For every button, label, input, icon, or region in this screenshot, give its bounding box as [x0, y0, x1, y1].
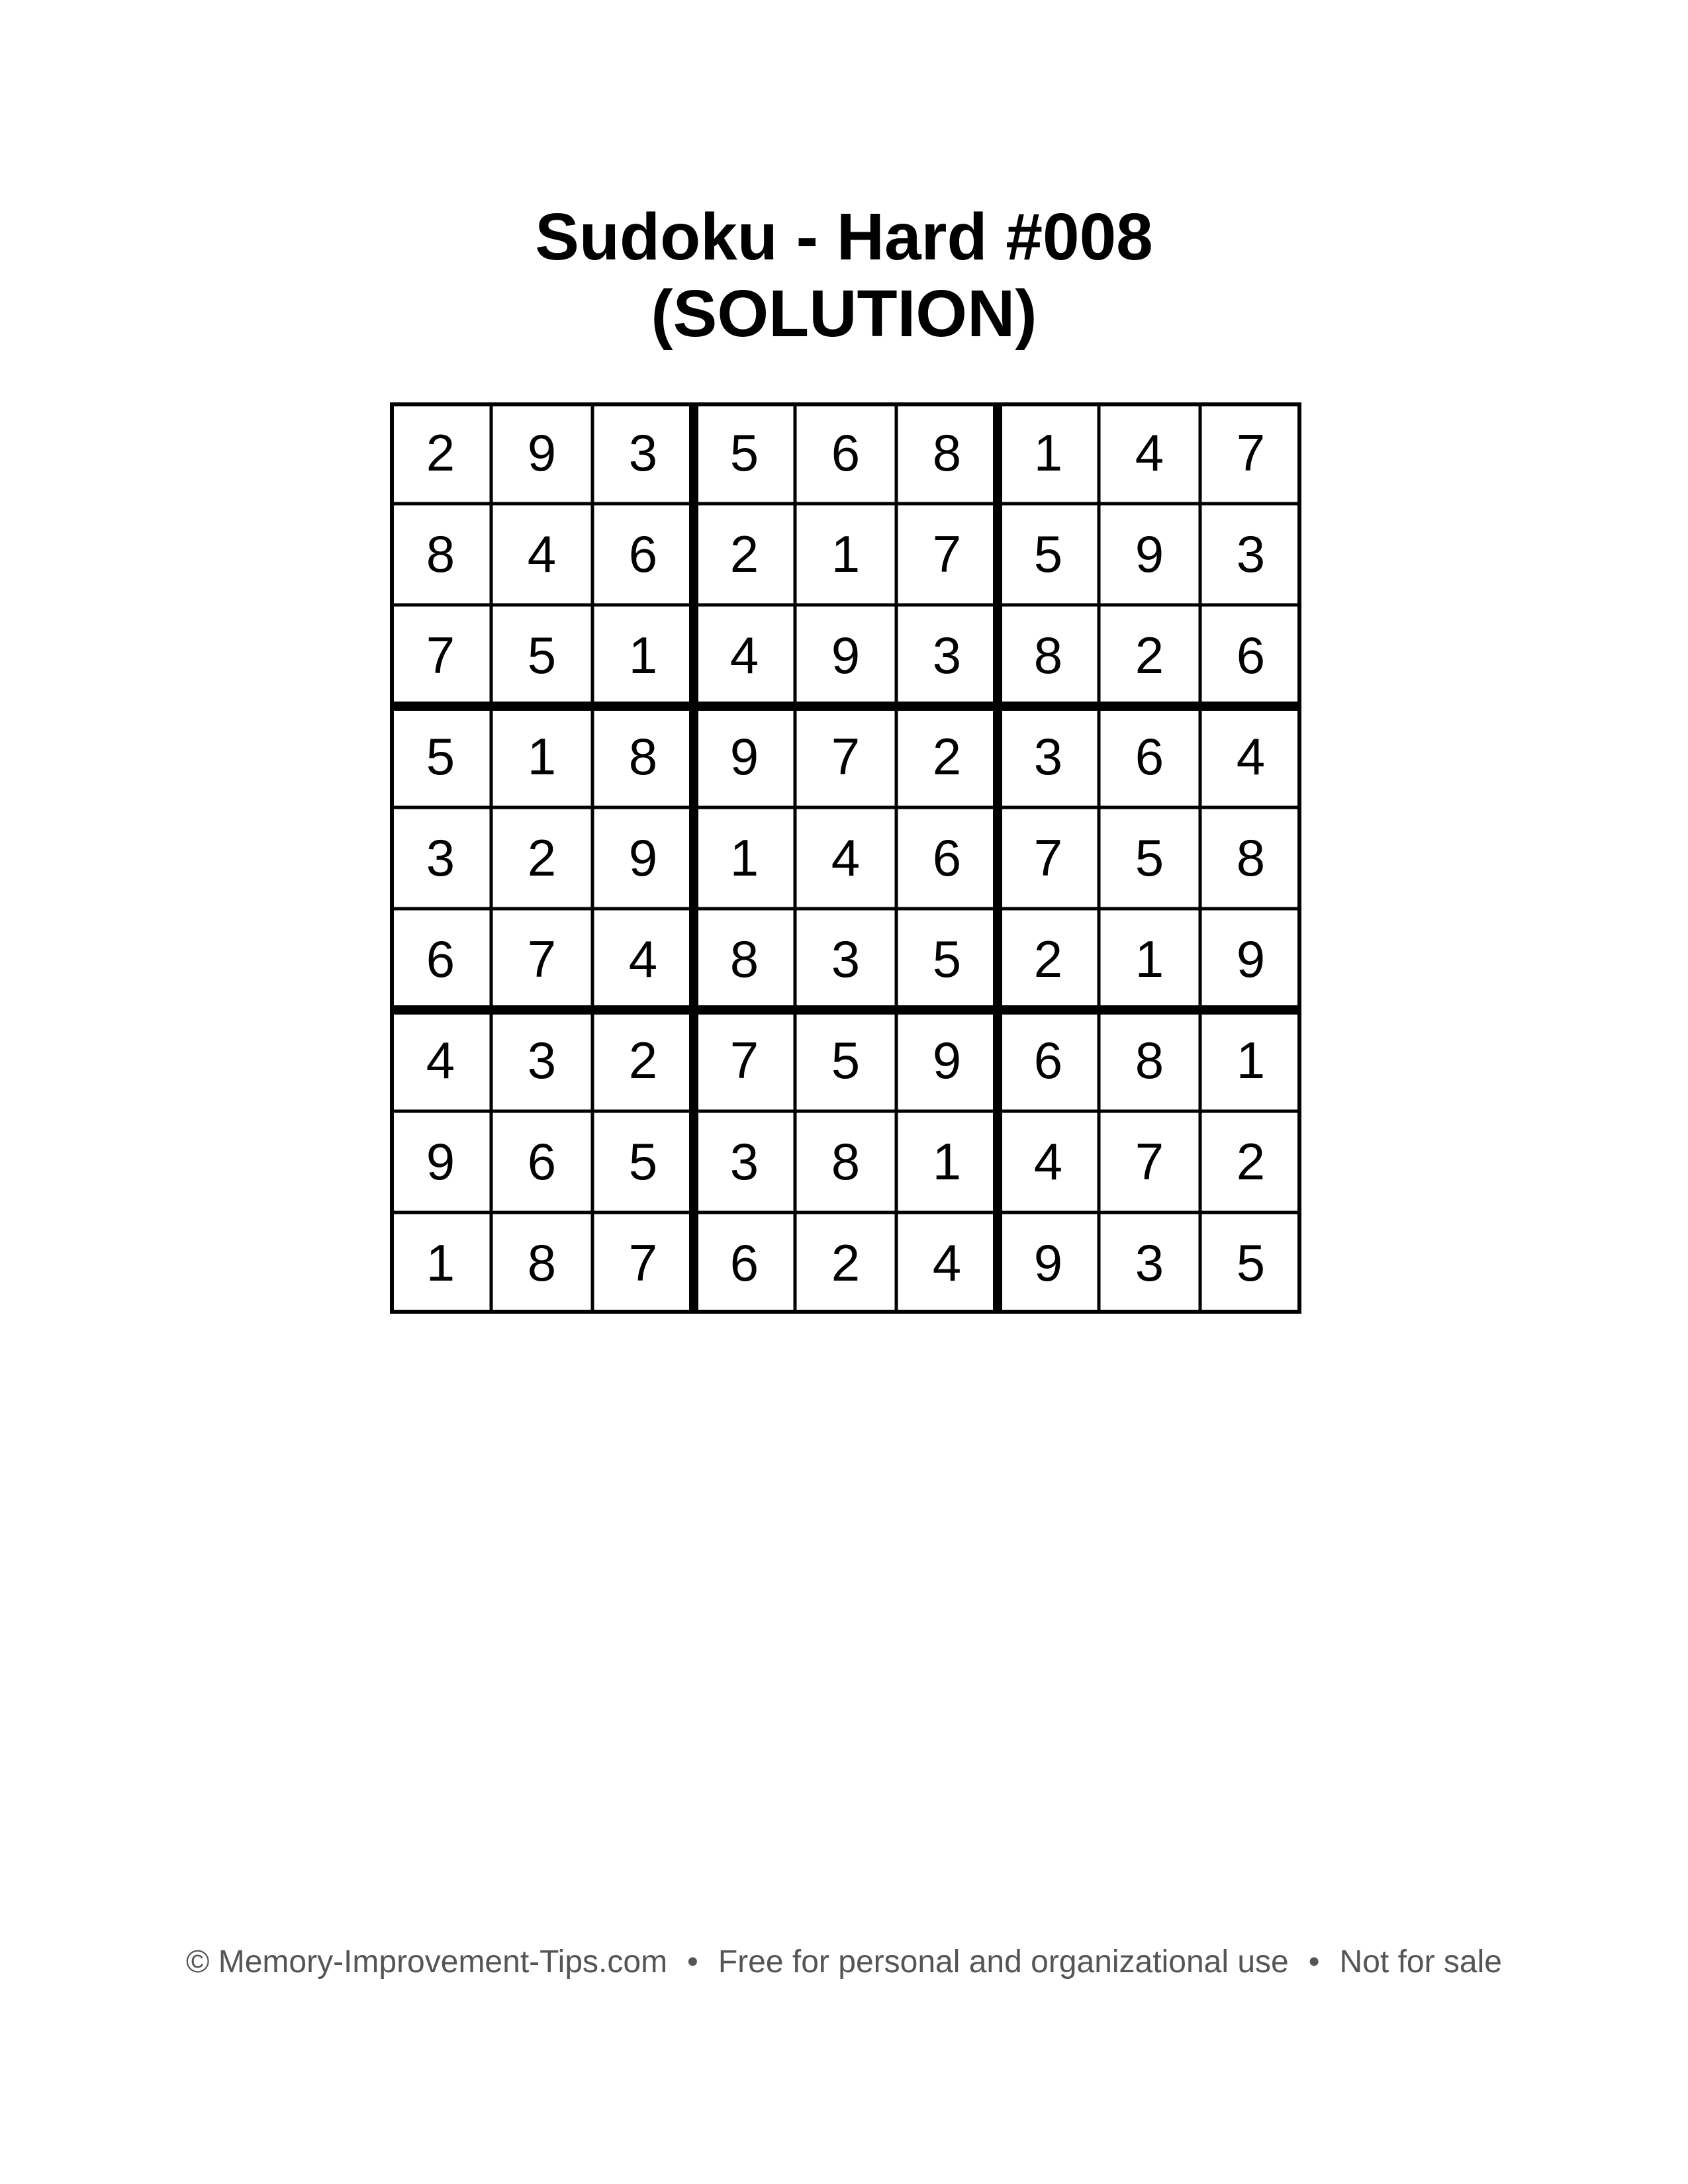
sudoku-cell-r1-c2: 9 [527, 424, 557, 482]
sudoku-cell-r9-c5: 2 [831, 1234, 861, 1292]
sudoku-cell-r1-c7: 1 [1033, 424, 1063, 482]
sudoku-cell-r6-c3: 4 [628, 930, 658, 988]
sudoku-cell-r1-c5: 6 [831, 424, 861, 482]
sudoku-cell-r6-c6: 5 [932, 930, 962, 988]
sudoku-cell-r5-c5: 4 [831, 829, 861, 887]
sudoku-cell-r3-c6: 3 [932, 626, 962, 684]
sudoku-cell-r3-c1: 7 [426, 626, 455, 684]
sudoku-cell-r9-c3: 7 [628, 1234, 658, 1292]
sudoku-cell-r5-c6: 6 [932, 829, 962, 887]
sudoku-cell-r5-c2: 2 [527, 829, 557, 887]
sudoku-cell-r9-c2: 8 [527, 1234, 557, 1292]
footer-copyright: © Memory-Improvement-Tips.com [186, 1944, 668, 1979]
sudoku-cell-r5-c7: 7 [1033, 829, 1063, 887]
sudoku-cell-r3-c9: 6 [1236, 626, 1266, 684]
sudoku-cell-r8-c4: 3 [729, 1132, 759, 1191]
sudoku-cell-r4-c9: 4 [1236, 727, 1266, 786]
sudoku-cell-r3-c8: 2 [1135, 626, 1164, 684]
sudoku-cell-r8-c6: 1 [932, 1132, 962, 1191]
sudoku-cell-r4-c3: 8 [628, 727, 658, 786]
sudoku-cell-r4-c2: 1 [527, 727, 557, 786]
sudoku-cell-r5-c3: 9 [628, 829, 658, 887]
sudoku-cell-r2-c1: 8 [426, 525, 455, 583]
sudoku-cell-r8-c3: 5 [628, 1132, 658, 1191]
sudoku-cell-r9-c8: 3 [1135, 1234, 1164, 1292]
sudoku-cell-r7-c9: 1 [1236, 1031, 1266, 1089]
sudoku-cell-r7-c6: 9 [932, 1031, 962, 1089]
sudoku-cell-r5-c1: 3 [426, 829, 455, 887]
sudoku-cell-r9-c6: 4 [932, 1234, 962, 1292]
sudoku-cell-r1-c8: 4 [1135, 424, 1164, 482]
sudoku-cell-r4-c4: 9 [729, 727, 759, 786]
sudoku-cell-r6-c4: 8 [729, 930, 759, 988]
sudoku-cell-r2-c6: 7 [932, 525, 962, 583]
puzzle-title [0, 199, 1688, 352]
sudoku-cell-r4-c7: 3 [1033, 727, 1063, 786]
sudoku-cell-r3-c7: 8 [1033, 626, 1063, 684]
sudoku-cell-r7-c1: 4 [426, 1031, 455, 1089]
sudoku-cell-r9-c9: 5 [1236, 1234, 1266, 1292]
title-line-2: (SOLUTION) [651, 277, 1037, 351]
sudoku-cell-r9-c7: 9 [1033, 1234, 1063, 1292]
sudoku-cell-r4-c8: 6 [1135, 727, 1164, 786]
sudoku-cell-r4-c1: 5 [426, 727, 455, 786]
sudoku-cell-r8-c9: 2 [1236, 1132, 1266, 1191]
sudoku-cell-r8-c5: 8 [831, 1132, 861, 1191]
sudoku-cell-r4-c6: 2 [932, 727, 962, 786]
sudoku-cell-r6-c2: 7 [527, 930, 557, 988]
sudoku-cell-r6-c9: 9 [1236, 930, 1266, 988]
sudoku-grid [390, 402, 1301, 1314]
footer-separator: • [687, 1944, 698, 1979]
footer [0, 1944, 1688, 1980]
sudoku-cell-r2-c7: 5 [1033, 525, 1063, 583]
sudoku-cell-r3-c3: 1 [628, 626, 658, 684]
footer-not-for-sale: Not for sale [1339, 1944, 1502, 1979]
sudoku-cell-r5-c8: 5 [1135, 829, 1164, 887]
sudoku-cell-r6-c8: 1 [1135, 930, 1164, 988]
sudoku-cell-r4-c5: 7 [831, 727, 861, 786]
sudoku-cell-r2-c5: 1 [831, 525, 861, 583]
sudoku-cell-r6-c7: 2 [1033, 930, 1063, 988]
sudoku-cell-r6-c5: 3 [831, 930, 861, 988]
sudoku-cell-r2-c8: 9 [1135, 525, 1164, 583]
sudoku-cell-r9-c4: 6 [729, 1234, 759, 1292]
sudoku-cell-r6-c1: 6 [426, 930, 455, 988]
sudoku-cell-r5-c9: 8 [1236, 829, 1266, 887]
sudoku-cell-r9-c1: 1 [426, 1234, 455, 1292]
sudoku-cell-r2-c3: 6 [628, 525, 658, 583]
title-line-1: Sudoku - Hard #008 [535, 200, 1153, 274]
sudoku-cell-r8-c7: 4 [1033, 1132, 1063, 1191]
sudoku-cell-r7-c8: 8 [1135, 1031, 1164, 1089]
sudoku-cell-r8-c2: 6 [527, 1132, 557, 1191]
sudoku-cell-r1-c3: 3 [628, 424, 658, 482]
sudoku-cell-r5-c4: 1 [729, 829, 759, 887]
sudoku-cell-r7-c2: 3 [527, 1031, 557, 1089]
sudoku-cell-r8-c8: 7 [1135, 1132, 1164, 1191]
sudoku-cell-r3-c5: 9 [831, 626, 861, 684]
sudoku-cell-r3-c2: 5 [527, 626, 557, 684]
sudoku-cell-r1-c1: 2 [426, 424, 455, 482]
sudoku-cell-r7-c3: 2 [628, 1031, 658, 1089]
sudoku-cell-r7-c5: 5 [831, 1031, 861, 1089]
sudoku-cell-r2-c4: 2 [729, 525, 759, 583]
sudoku-cell-r1-c6: 8 [932, 424, 962, 482]
footer-usage: Free for personal and organizational use [718, 1944, 1289, 1979]
sudoku-cell-r3-c4: 4 [729, 626, 759, 684]
sudoku-cell-r1-c4: 5 [729, 424, 759, 482]
sudoku-cell-r1-c9: 7 [1236, 424, 1266, 482]
sudoku-cell-r2-c9: 3 [1236, 525, 1266, 583]
sudoku-cell-r7-c7: 6 [1033, 1031, 1063, 1089]
sudoku-cell-r8-c1: 9 [426, 1132, 455, 1191]
footer-separator: • [1308, 1944, 1320, 1979]
sudoku-cell-r2-c2: 4 [527, 525, 557, 583]
sudoku-cell-r7-c4: 7 [729, 1031, 759, 1089]
